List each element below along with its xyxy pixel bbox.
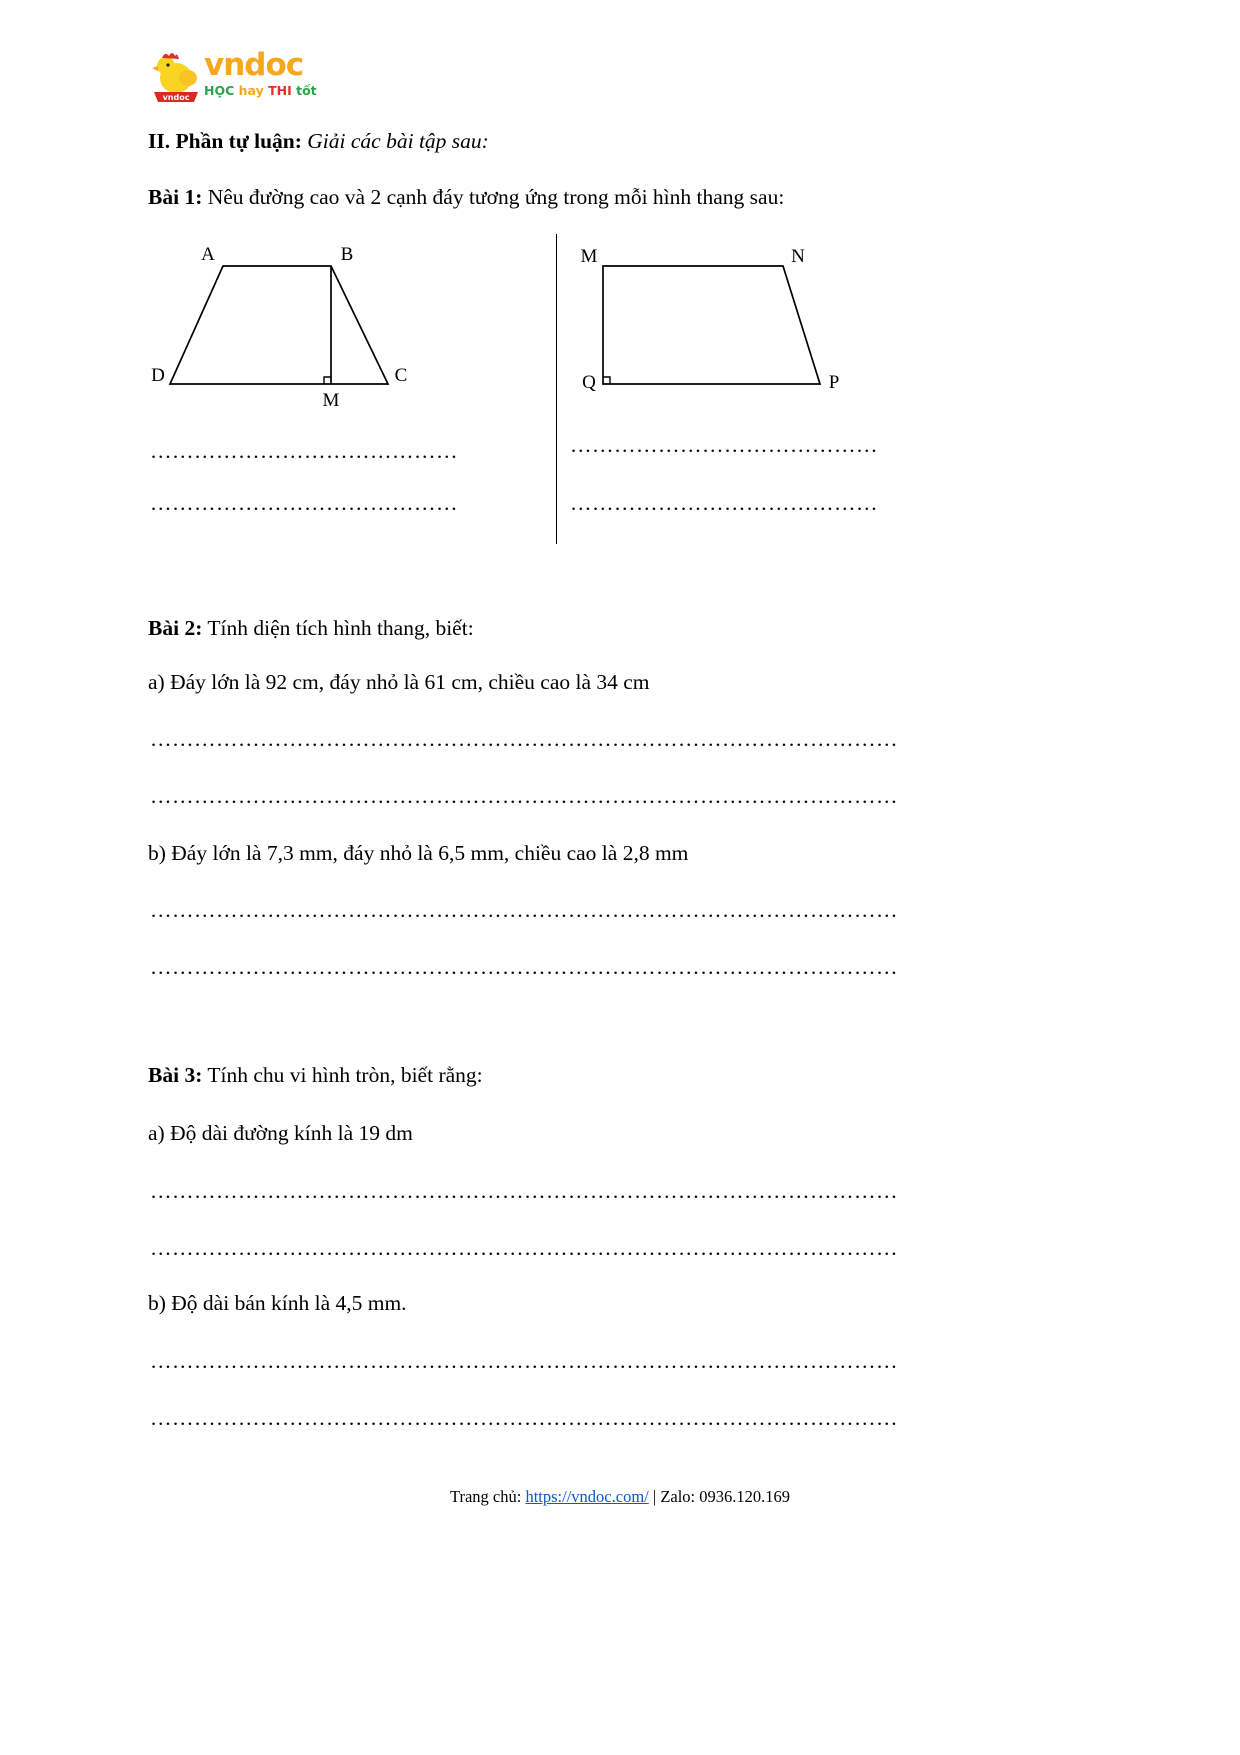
exercise-3-item-a: a) Độ dài đường kính là 19 dm — [148, 1121, 413, 1145]
figures-row — [148, 236, 1092, 411]
figures-divider — [556, 234, 557, 544]
vertex-label-c: C — [394, 365, 408, 386]
exercise-2-heading — [148, 613, 474, 643]
answer-line-2a2[interactable]: ………………………………………………………………………………………… — [150, 784, 898, 808]
answer-line-3b2[interactable]: ………………………………………………………………………………………… — [150, 1406, 898, 1430]
svg-text:vndoc: vndoc — [162, 93, 190, 102]
exercise-3-item-b: b) Độ dài bán kính là 4,5 mm. — [148, 1291, 407, 1315]
logo-tagline-tot: tốt — [296, 83, 317, 98]
vndoc-chick-logo-icon — [148, 48, 204, 104]
footer-zalo: Zalo: 0936.120.169 — [660, 1487, 791, 1506]
vertex-label-b: B — [340, 244, 354, 265]
exercise-1-label: Bài 1: — [148, 185, 203, 209]
answer-line-3b1[interactable]: ………………………………………………………………………………………… — [150, 1349, 898, 1373]
logo-tagline-hoc: HỌC — [204, 83, 235, 98]
vertex-label-m-foot: M — [322, 390, 340, 411]
vertex-label-q: Q — [582, 372, 596, 393]
exercise-3-prompt: Tính chu vi hình tròn, biết rằng: — [207, 1063, 483, 1087]
answer-line-3a1[interactable]: ………………………………………………………………………………………… — [150, 1179, 898, 1203]
vertex-label-m: M — [580, 246, 598, 267]
answer-line-2b2[interactable]: ………………………………………………………………………………………… — [150, 955, 898, 979]
vertex-label-a: A — [201, 244, 215, 265]
footer-separator: | — [652, 1487, 657, 1506]
figure-trapezoid-abcd — [151, 244, 407, 411]
logo-tagline-thi: THI — [268, 83, 292, 98]
answer-line-3a2[interactable]: ………………………………………………………………………………………… — [150, 1236, 898, 1260]
exercise-2-item-b: b) Đáy lớn là 7,3 mm, đáy nhỏ là 6,5 mm, chiều cao là 2,8 mm — [148, 841, 689, 865]
trapezoid-figures-svg — [148, 236, 1092, 411]
answer-line-1b[interactable]: …………………………………… — [150, 491, 458, 515]
logo-wordmark: vndoc — [204, 47, 304, 83]
exercise-3-heading — [148, 1060, 483, 1090]
exercise-1-heading — [148, 182, 784, 212]
vndoc-logo — [148, 46, 317, 108]
logo-tagline — [204, 84, 317, 98]
footer-homepage-link[interactable]: https://vndoc.com/ — [525, 1487, 649, 1506]
vertex-label-n: N — [791, 246, 805, 267]
exercise-1-prompt: Nêu đường cao và 2 cạnh đáy tương ứng trong mỗi hình thang sau: — [207, 185, 785, 209]
answer-line-1c[interactable]: …………………………………… — [570, 433, 878, 457]
exercise-2-prompt: Tính diện tích hình thang, biết: — [207, 616, 474, 640]
logo-tagline-hay: hay — [238, 83, 264, 98]
vertex-label-d: D — [151, 365, 165, 386]
vertex-label-p: P — [828, 372, 840, 393]
section-heading — [148, 126, 489, 156]
section-heading-instruction: Giải các bài tập sau: — [307, 129, 489, 153]
answer-line-2b1[interactable]: ………………………………………………………………………………………… — [150, 898, 898, 922]
exercise-2-label: Bài 2: — [148, 616, 203, 640]
answer-line-1d[interactable]: …………………………………… — [570, 491, 878, 515]
section-heading-label: II. Phần tự luận: — [148, 129, 302, 153]
page-footer — [0, 1487, 1240, 1507]
figure-trapezoid-mnpq — [581, 246, 840, 393]
exercise-3-label: Bài 3: — [148, 1063, 203, 1087]
exercise-2-item-a: a) Đáy lớn là 92 cm, đáy nhỏ là 61 cm, chiều cao là 34 cm — [148, 670, 650, 694]
answer-line-2a1[interactable]: ………………………………………………………………………………………… — [150, 727, 898, 751]
answer-line-1a[interactable]: …………………………………… — [150, 439, 458, 463]
footer-prefix: Trang chủ: — [449, 1487, 522, 1506]
